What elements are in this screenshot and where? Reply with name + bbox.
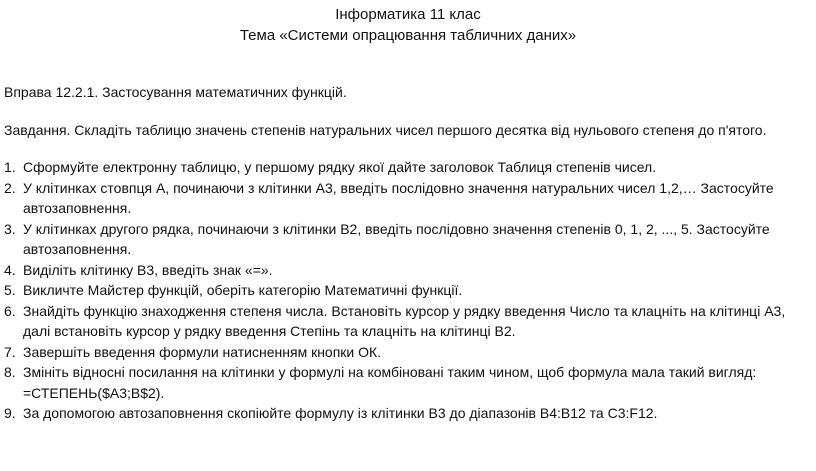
topic-title: Тема «Системи опрацювання табличних даних» [239, 27, 577, 44]
step-number: 5. [4, 282, 16, 298]
step-number: 6. [4, 302, 16, 319]
step-item [4, 157, 814, 178]
exercise-title: Вправа 12.2.1. Застосування математичних функцій. [4, 84, 347, 100]
step-number: 8. [4, 364, 16, 380]
step-item [4, 301, 814, 342]
step-number: 7. [4, 343, 16, 360]
step-item [4, 403, 814, 424]
subject-title: Інформатика 11 клас [335, 6, 481, 23]
step-text: У клітинках другого рядка, починаючи з клітинки В2, введіть послідовно значення степенів 0, 1, 2, ..., 5. Застосуйте автозаповнення. [23, 220, 770, 257]
step-item [4, 362, 814, 403]
task-text: Завдання. Складіть таблицю значень степенів натуральних чисел першого десятка від нульового степеня до п'ятого. [4, 122, 767, 138]
step-text: Викличте Майстер функцій, оберіть категорію Математичні функції. [23, 282, 463, 298]
step-text: Виділіть клітинку В3, введіть знак «=». [23, 261, 273, 278]
step-text: Знайдіть функцію знаходження степеня числа. Встановіть курсор у рядку введення Число та клацніть на клітинці А3, далі встановіть курсор у рядку введення Степінь та клацніть на клітинці В2. [23, 302, 786, 339]
step-item [4, 260, 814, 281]
step-text: У клітинках стовпця А, починаючи з клітинки А3, введіть послідовно значення натуральних чисел 1,2,… Застосуйте автозаповнення. [23, 179, 774, 216]
step-text: Завершіть введення формули натисненням кнопки ОК. [23, 343, 382, 360]
document-header [0, 4, 816, 46]
step-text: За допомогою автозаповнення скопіюйте формулу із клітинки В3 до діапазонів В4:В12 та С3:F12. [23, 405, 658, 421]
step-item [4, 178, 814, 219]
step-number: 4. [4, 261, 16, 278]
step-text: Змініть відносні посилання на клітинки у формулі на комбіновані таким чином, щоб формула мала такий вигляд: =СТЕПЕНЬ($A3;B$2). [23, 364, 757, 401]
step-number: 1. [4, 159, 16, 175]
step-item [4, 219, 814, 260]
step-item [4, 342, 814, 363]
step-number: 2. [4, 179, 16, 196]
step-number: 9. [4, 405, 16, 421]
step-item [4, 280, 814, 301]
step-number: 3. [4, 220, 16, 237]
step-text: Сформуйте електронну таблицю, у першому рядку якої дайте заголовок Таблиця степенів чисел. [23, 159, 657, 175]
steps-list [4, 157, 814, 424]
